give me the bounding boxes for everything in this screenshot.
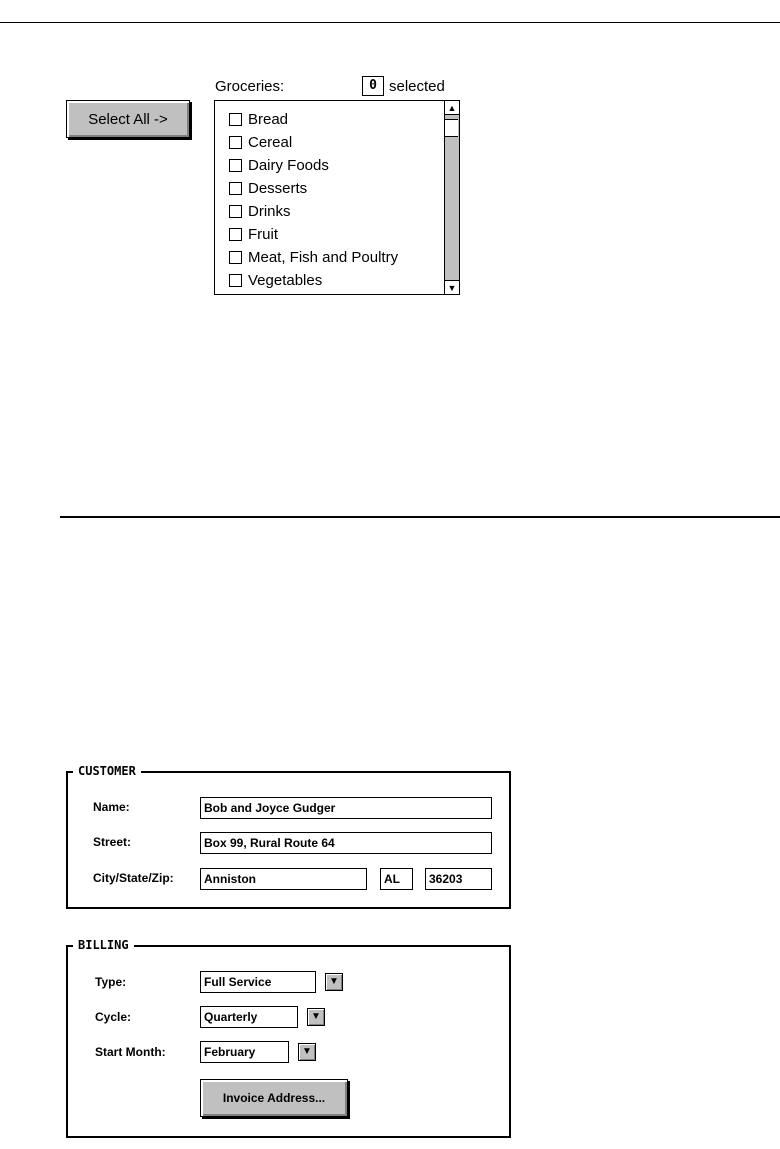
- state-field[interactable]: AL: [380, 868, 413, 890]
- city-state-zip-label: City/State/Zip:: [93, 871, 174, 885]
- item-label: Drinks: [248, 202, 291, 220]
- select-all-label: Select All ->: [88, 110, 168, 128]
- start-month-select[interactable]: February: [200, 1041, 289, 1063]
- zip-field[interactable]: 36203: [425, 868, 492, 890]
- type-select[interactable]: Full Service: [200, 971, 316, 993]
- item-label: Dairy Foods: [248, 156, 329, 174]
- checkbox[interactable]: [229, 228, 242, 241]
- name-field[interactable]: Bob and Joyce Gudger: [200, 797, 492, 819]
- selected-count: 0: [362, 76, 384, 96]
- groceries-listbox[interactable]: [214, 100, 460, 295]
- street-label: Street:: [93, 835, 132, 849]
- start-month-label: Start Month:: [95, 1045, 166, 1059]
- checkbox[interactable]: [229, 159, 242, 172]
- scroll-down-arrow-icon[interactable]: ▼: [445, 280, 459, 294]
- start-month-dropdown-arrow-icon[interactable]: ▼: [298, 1043, 316, 1061]
- item-label: Cereal: [248, 133, 293, 151]
- list-item-desserts[interactable]: [229, 177, 307, 199]
- vertical-scrollbar[interactable]: [444, 101, 459, 294]
- cycle-dropdown-arrow-icon[interactable]: ▼: [307, 1008, 325, 1026]
- checkbox[interactable]: [229, 274, 242, 287]
- type-label: Type:: [95, 975, 127, 989]
- item-label: Vegetables: [248, 271, 323, 289]
- type-dropdown-arrow-icon[interactable]: ▼: [325, 973, 343, 991]
- checkbox[interactable]: [229, 182, 242, 195]
- city-field[interactable]: Anniston: [200, 868, 367, 890]
- groceries-label: Groceries:: [215, 78, 285, 95]
- top-divider: [0, 22, 780, 23]
- cycle-select[interactable]: Quarterly: [200, 1006, 298, 1028]
- street-field[interactable]: Box 99, Rural Route 64: [200, 832, 492, 854]
- invoice-address-button[interactable]: [200, 1079, 348, 1117]
- item-label: Fruit: [248, 225, 278, 243]
- customer-group-title: CUSTOMER: [73, 764, 141, 778]
- middle-divider: [60, 516, 780, 518]
- checkbox[interactable]: [229, 205, 242, 218]
- list-item-vegetables[interactable]: [229, 269, 322, 291]
- list-item-fruit[interactable]: [229, 223, 278, 245]
- list-item-meat-fish-poultry[interactable]: [229, 246, 398, 268]
- scroll-thumb[interactable]: [445, 119, 458, 137]
- checkbox[interactable]: [229, 251, 242, 264]
- checkbox[interactable]: [229, 113, 242, 126]
- billing-group-title: BILLING: [73, 938, 134, 952]
- scroll-up-arrow-icon[interactable]: ▲: [445, 101, 459, 115]
- item-label: Bread: [248, 110, 289, 128]
- cycle-label: Cycle:: [95, 1010, 132, 1024]
- invoice-address-label: Invoice Address...: [222, 1091, 326, 1105]
- checkbox[interactable]: [229, 136, 242, 149]
- select-all-button[interactable]: [66, 100, 190, 138]
- item-label: Desserts: [248, 179, 308, 197]
- item-label: Meat, Fish and Poultry: [248, 248, 399, 266]
- list-item-dairy-foods[interactable]: [229, 154, 329, 176]
- list-item-drinks[interactable]: [229, 200, 291, 222]
- list-item-bread[interactable]: [229, 108, 288, 130]
- selected-label: selected: [389, 78, 445, 95]
- name-label: Name:: [93, 800, 130, 814]
- list-item-cereal[interactable]: [229, 131, 292, 153]
